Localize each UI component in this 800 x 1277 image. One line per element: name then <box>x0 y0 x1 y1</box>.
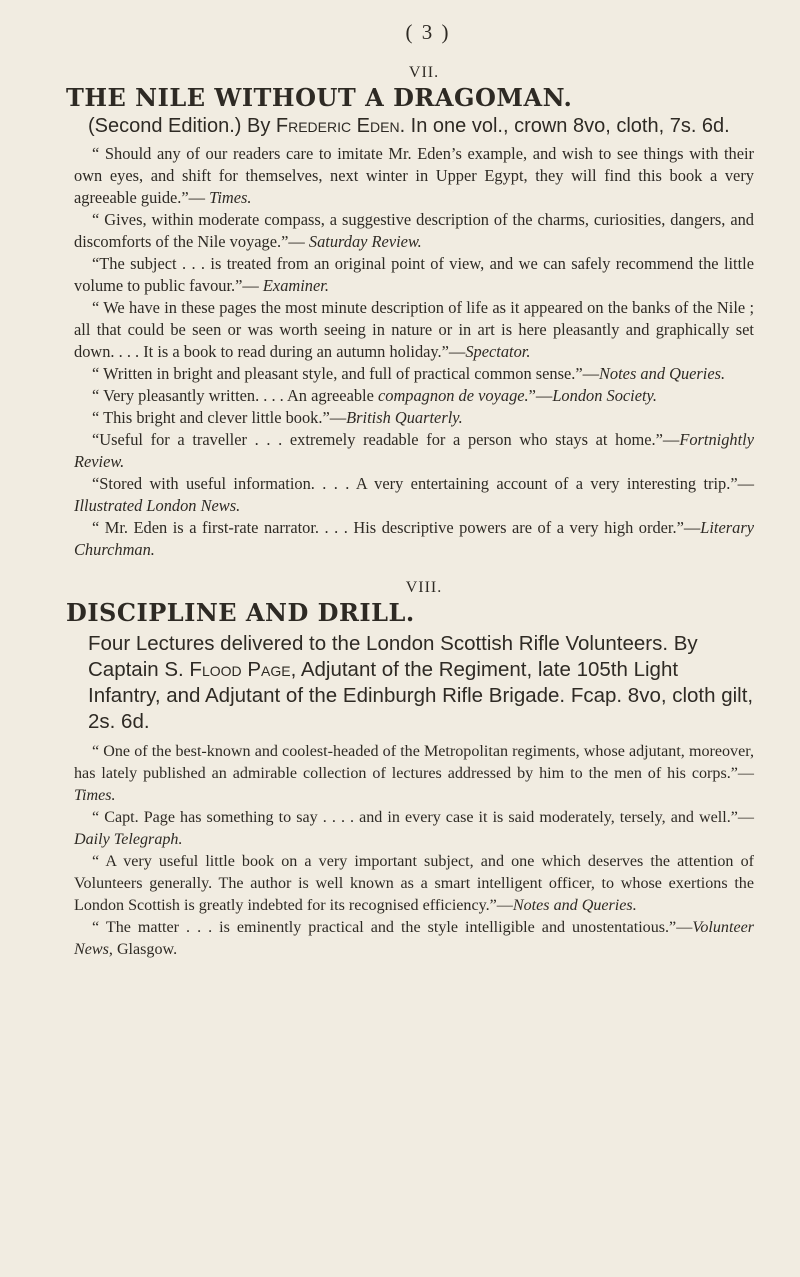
review-source: Times. <box>74 787 116 804</box>
review: “ Should any of our readers care to imitate Mr. Eden’s example, and wish to see things with their own eyes, and shift for themselves, next winter in Upper Egypt, they will find this book a very agreeable guide.”— Times. <box>74 144 754 207</box>
book-details: (Second Edition.) By Frederic Eden. In one vol., crown 8vo, cloth, 7s. 6d. <box>88 115 730 137</box>
author-name: Frederic Eden <box>275 115 400 137</box>
review-source: Spectator. <box>465 342 531 361</box>
section-title: THE NILE WITHOUT A DRAGOMAN. <box>66 83 573 112</box>
review: “ Mr. Eden is a first-rate narrator. . . . His descriptive powers are of a very high order.”—Literary Churchman. <box>74 518 754 559</box>
review-source: Literary Churchman. <box>74 518 754 559</box>
review: “ Very pleasantly written. . . . An agreeable compagnon de voyage.”—London Society. <box>92 386 658 405</box>
review: “ This bright and clever little book.”—British Quarterly. <box>92 408 463 427</box>
review-source: Saturday Review. <box>308 232 422 251</box>
review: “Stored with useful information. . . . A very entertaining account of a very interesting trip.”—Illustrated London News. <box>74 474 754 515</box>
review-source: Illustrated London News. <box>74 496 241 515</box>
review: “ One of the best-known and coolest-headed of the Metropolitan regiments, whose adjutant, moreover, has lately published an admirable collection of lectures addressed by him to the men of his corps.”—Times. <box>74 743 754 804</box>
section-number: VIII. <box>405 579 443 596</box>
review: “ Gives, within moderate compass, a suggestive description of the charms, curiosities, dangers, and discomforts of the Nile voyage.”— Saturday Review. <box>74 210 754 251</box>
review-source: Examiner. <box>262 276 329 295</box>
review: “ Written in bright and pleasant style, and full of practical common sense.”—Notes and Queries. <box>92 364 726 383</box>
book-details: Four Lectures delivered to the London Scottish Rifle Volunteers. By Captain S. Flood Page, Adjutant of the Regiment, late 105th Light Infantry, and Adjutant of the Edinburgh Rifle Brigade. Fcap. 8vo, cloth gilt, 2s. 6d. <box>88 632 754 733</box>
review: “Useful for a traveller . . . extremely readable for a person who stays at home.”—Fortnightly Review. <box>74 430 754 471</box>
section-title: DISCIPLINE AND DRILL. <box>66 598 415 627</box>
book-page <box>66 0 754 961</box>
section-vii <box>66 64 754 561</box>
review: “ A very useful little book on a very important subject, and one which deserves the attention of Volunteers generally. The author is well known as a smart intelligent officer, to whose exertions the London Scottish is greatly indebted for its recognised efficiency.”—Notes and Queries. <box>74 853 754 914</box>
section-viii <box>66 579 754 961</box>
review-source: British Quarterly. <box>346 408 463 427</box>
review-emphasis: compagnon de voyage. <box>377 386 529 405</box>
review-source: London Society. <box>552 386 658 405</box>
review-source: Volunteer News <box>74 919 754 958</box>
review: “The subject . . . is treated from an original point of view, and we can safely recommend the little volume to public favour.”— Examiner. <box>74 254 754 295</box>
review-source: Notes and Queries. <box>599 364 726 383</box>
review-source: Fortnightly Review. <box>74 430 754 471</box>
review-source: Times. <box>209 188 252 207</box>
review: “ We have in these pages the most minute description of life as it appeared on the banks of the Nile ; all that could be seen or was worth seeing in nature or in art is here pleasantly and graphically set down. . . . It is a book to read during an autumn holiday.”—Spectator. <box>74 298 754 361</box>
review: “ Capt. Page has something to say . . . . and in every case it is said moderately, tersely, and well.”—Daily Telegraph. <box>74 809 754 848</box>
review: “ The matter . . . is eminently practical and the style intelligible and unostentatious.”—Volunteer News, Glasgow. <box>74 919 754 958</box>
section-number: VII. <box>408 64 440 81</box>
page-number: ( 3 ) <box>405 20 451 44</box>
review-source: Notes and Queries. <box>512 897 637 914</box>
review-source: Daily Telegraph. <box>74 831 183 848</box>
author-name: Flood Page <box>189 658 291 681</box>
